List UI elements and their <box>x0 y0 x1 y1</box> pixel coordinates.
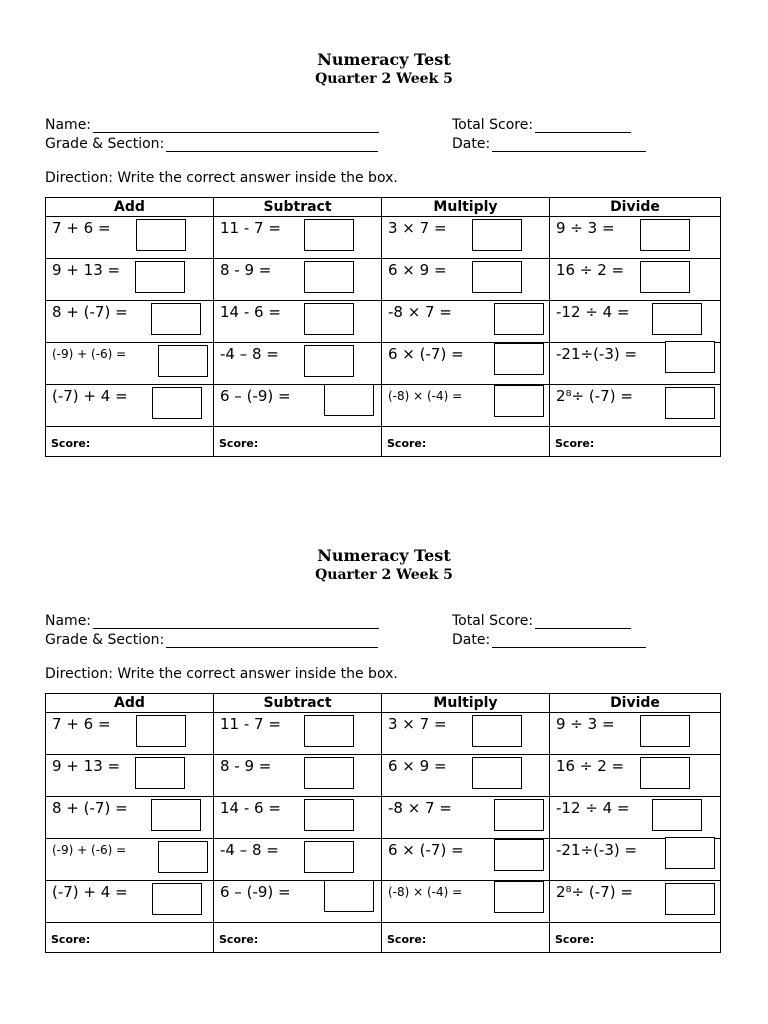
total-score-label: Total Score: <box>452 117 534 133</box>
answer-box[interactable] <box>304 757 354 789</box>
problem-expression: -4 – 8 = <box>220 841 279 859</box>
problem-expression: 7 + 6 = <box>52 219 111 237</box>
answer-box[interactable] <box>494 799 544 831</box>
date-field[interactable] <box>452 632 646 648</box>
problem-expression: -21÷(-3) = <box>556 345 638 363</box>
problem-expression: -8 × 7 = <box>388 799 452 817</box>
table-row <box>46 713 721 755</box>
worksheet-2 <box>0 496 768 966</box>
problem-cell <box>550 881 721 923</box>
grade-section-blank[interactable] <box>166 138 378 152</box>
problem-cell <box>214 881 382 923</box>
answer-box[interactable] <box>494 385 544 417</box>
score-cell-divide[interactable] <box>550 427 721 457</box>
header-row <box>46 694 721 713</box>
score-label: Score: <box>51 933 91 946</box>
answer-box[interactable] <box>304 715 354 747</box>
score-label: Score: <box>555 437 595 450</box>
problem-expression: 8 - 9 = <box>220 261 272 279</box>
problem-expression: (-8) × (-4) = <box>388 885 463 899</box>
problem-cell <box>46 217 214 259</box>
total-score-label: Total Score: <box>452 613 534 629</box>
table-row <box>46 755 721 797</box>
score-cell-subtract[interactable] <box>214 923 382 953</box>
problem-cell <box>382 839 550 881</box>
name-field[interactable] <box>45 613 379 629</box>
problem-cell <box>382 217 550 259</box>
problem-cell <box>550 343 721 385</box>
name-field[interactable] <box>45 117 379 133</box>
problem-expression: (-7) + 4 = <box>52 883 128 901</box>
answer-box[interactable] <box>304 841 354 873</box>
problem-expression: 6 × (-7) = <box>388 841 464 859</box>
problem-expression: -21÷(-3) = <box>556 841 638 859</box>
answer-box[interactable] <box>665 341 715 373</box>
problem-expression: (-7) + 4 = <box>52 387 128 405</box>
problem-expression: 9 ÷ 3 = <box>556 715 615 733</box>
problem-table <box>45 693 721 953</box>
problem-expression: -12 ÷ 4 = <box>556 799 630 817</box>
answer-box[interactable] <box>135 757 185 789</box>
table-row <box>46 881 721 923</box>
problem-table <box>45 197 721 457</box>
problem-expression: 8 + (-7) = <box>52 303 128 321</box>
score-cell-add[interactable] <box>46 923 214 953</box>
score-label: Score: <box>219 933 259 946</box>
problem-cell <box>550 713 721 755</box>
problem-cell <box>214 385 382 427</box>
problem-expression: (-9) + (-6) = <box>52 843 127 857</box>
grade-section-label: Grade & Section: <box>45 136 165 152</box>
answer-box[interactable] <box>472 261 522 293</box>
name-label: Name: <box>45 117 92 133</box>
grade-section-label: Grade & Section: <box>45 632 165 648</box>
problem-expression: -8 × 7 = <box>388 303 452 321</box>
answer-box[interactable] <box>324 880 374 912</box>
grade-section-blank[interactable] <box>166 634 378 648</box>
header-multiply: Multiply <box>382 198 550 217</box>
problem-cell <box>46 881 214 923</box>
problem-expression: 3 × 7 = <box>388 715 447 733</box>
answer-box[interactable] <box>324 384 374 416</box>
problem-cell <box>382 259 550 301</box>
date-blank[interactable] <box>492 138 646 152</box>
date-field[interactable] <box>452 136 646 152</box>
header-divide: Divide <box>550 694 721 713</box>
problem-cell <box>382 713 550 755</box>
answer-box[interactable] <box>640 715 690 747</box>
answer-box[interactable] <box>304 345 354 377</box>
direction-text: Direction: Write the correct answer inside the box. <box>45 170 398 186</box>
problem-cell <box>46 839 214 881</box>
total-score-field[interactable] <box>452 613 631 629</box>
header-divide: Divide <box>550 198 721 217</box>
problem-expression: 16 ÷ 2 = <box>556 757 625 775</box>
header-add: Add <box>46 694 214 713</box>
total-score-blank[interactable] <box>535 119 631 133</box>
problem-expression: 2⁸÷ (-7) = <box>556 387 633 405</box>
problem-cell <box>46 301 214 343</box>
answer-box[interactable] <box>640 261 690 293</box>
answer-box[interactable] <box>304 303 354 335</box>
name-label: Name: <box>45 613 92 629</box>
score-cell-subtract[interactable] <box>214 427 382 457</box>
header-multiply: Multiply <box>382 694 550 713</box>
score-label: Score: <box>51 437 91 450</box>
problem-cell <box>382 385 550 427</box>
problem-expression: -4 – 8 = <box>220 345 279 363</box>
problem-cell <box>550 385 721 427</box>
problem-expression: 6 – (-9) = <box>220 883 291 901</box>
score-cell-multiply[interactable] <box>382 923 550 953</box>
answer-box[interactable] <box>665 883 715 915</box>
answer-box[interactable] <box>665 387 715 419</box>
problem-cell <box>214 301 382 343</box>
problem-cell <box>46 259 214 301</box>
answer-box[interactable] <box>652 799 702 831</box>
problem-expression: 3 × 7 = <box>388 219 447 237</box>
name-blank[interactable] <box>93 119 379 133</box>
table-row <box>46 343 721 385</box>
problem-cell <box>382 881 550 923</box>
header-add: Add <box>46 198 214 217</box>
answer-box[interactable] <box>158 345 208 377</box>
problem-cell <box>550 217 721 259</box>
problem-cell <box>46 755 214 797</box>
page-subtitle: Quarter 2 Week 5 <box>315 71 453 87</box>
problem-expression: -12 ÷ 4 = <box>556 303 630 321</box>
problem-expression: 6 × (-7) = <box>388 345 464 363</box>
answer-box[interactable] <box>652 303 702 335</box>
problem-expression: 8 + (-7) = <box>52 799 128 817</box>
answer-box[interactable] <box>472 757 522 789</box>
answer-box[interactable] <box>304 799 354 831</box>
problem-cell <box>382 755 550 797</box>
problem-expression: 14 - 6 = <box>220 303 281 321</box>
score-cell-multiply[interactable] <box>382 427 550 457</box>
problem-expression: 11 - 7 = <box>220 715 281 733</box>
table-row <box>46 385 721 427</box>
problem-cell <box>46 343 214 385</box>
date-blank[interactable] <box>492 634 646 648</box>
problem-expression: 8 - 9 = <box>220 757 272 775</box>
page-title: Numeracy Test <box>317 50 451 69</box>
page-subtitle: Quarter 2 Week 5 <box>315 567 453 583</box>
problem-cell <box>550 797 721 839</box>
problem-cell <box>550 755 721 797</box>
answer-box[interactable] <box>136 219 186 251</box>
answer-box[interactable] <box>136 715 186 747</box>
problem-expression: 6 × 9 = <box>388 261 447 279</box>
answer-box[interactable] <box>152 883 202 915</box>
score-label: Score: <box>387 437 427 450</box>
problem-expression: (-8) × (-4) = <box>388 389 463 403</box>
answer-box[interactable] <box>158 841 208 873</box>
problem-expression: 16 ÷ 2 = <box>556 261 625 279</box>
worksheet-1 <box>0 0 768 470</box>
problem-expression: 9 ÷ 3 = <box>556 219 615 237</box>
score-row <box>46 923 721 953</box>
problem-cell <box>214 839 382 881</box>
score-row <box>46 427 721 457</box>
problem-cell <box>214 713 382 755</box>
problem-cell <box>214 343 382 385</box>
problem-expression: 6 – (-9) = <box>220 387 291 405</box>
problem-expression: 9 + 13 = <box>52 261 121 279</box>
answer-box[interactable] <box>494 881 544 913</box>
page-title: Numeracy Test <box>317 546 451 565</box>
problem-cell <box>214 259 382 301</box>
header-subtract: Subtract <box>214 694 382 713</box>
problem-cell <box>214 797 382 839</box>
problem-cell <box>214 217 382 259</box>
table-row <box>46 259 721 301</box>
table-row <box>46 839 721 881</box>
problem-cell <box>382 301 550 343</box>
problem-cell <box>382 797 550 839</box>
table-row <box>46 301 721 343</box>
answer-box[interactable] <box>494 303 544 335</box>
table-row <box>46 797 721 839</box>
problem-cell <box>46 385 214 427</box>
name-blank[interactable] <box>93 615 379 629</box>
problem-cell <box>382 343 550 385</box>
problem-cell <box>550 301 721 343</box>
problem-cell <box>214 755 382 797</box>
score-label: Score: <box>555 933 595 946</box>
problem-expression: 2⁸÷ (-7) = <box>556 883 633 901</box>
answer-box[interactable] <box>640 219 690 251</box>
date-label: Date: <box>452 632 491 648</box>
problem-expression: (-9) + (-6) = <box>52 347 127 361</box>
answer-box[interactable] <box>304 261 354 293</box>
score-label: Score: <box>387 933 427 946</box>
header-subtract: Subtract <box>214 198 382 217</box>
header-row <box>46 198 721 217</box>
answer-box[interactable] <box>152 387 202 419</box>
problem-expression: 11 - 7 = <box>220 219 281 237</box>
answer-box[interactable] <box>151 303 201 335</box>
answer-box[interactable] <box>304 219 354 251</box>
problem-cell <box>550 259 721 301</box>
grade-section-field[interactable] <box>45 136 378 152</box>
direction-text: Direction: Write the correct answer inside the box. <box>45 666 398 682</box>
answer-box[interactable] <box>151 799 201 831</box>
score-cell-add[interactable] <box>46 427 214 457</box>
answer-box[interactable] <box>472 715 522 747</box>
total-score-field[interactable] <box>452 117 631 133</box>
score-cell-divide[interactable] <box>550 923 721 953</box>
grade-section-field[interactable] <box>45 632 378 648</box>
problem-cell <box>46 797 214 839</box>
problem-expression: 14 - 6 = <box>220 799 281 817</box>
problem-cell <box>550 839 721 881</box>
problem-cell <box>46 713 214 755</box>
answer-box[interactable] <box>135 261 185 293</box>
table-row <box>46 217 721 259</box>
score-label: Score: <box>219 437 259 450</box>
date-label: Date: <box>452 136 491 152</box>
problem-expression: 6 × 9 = <box>388 757 447 775</box>
answer-box[interactable] <box>640 757 690 789</box>
problem-expression: 9 + 13 = <box>52 757 121 775</box>
answer-box[interactable] <box>494 343 544 375</box>
answer-box[interactable] <box>494 839 544 871</box>
total-score-blank[interactable] <box>535 615 631 629</box>
answer-box[interactable] <box>472 219 522 251</box>
problem-expression: 7 + 6 = <box>52 715 111 733</box>
answer-box[interactable] <box>665 837 715 869</box>
